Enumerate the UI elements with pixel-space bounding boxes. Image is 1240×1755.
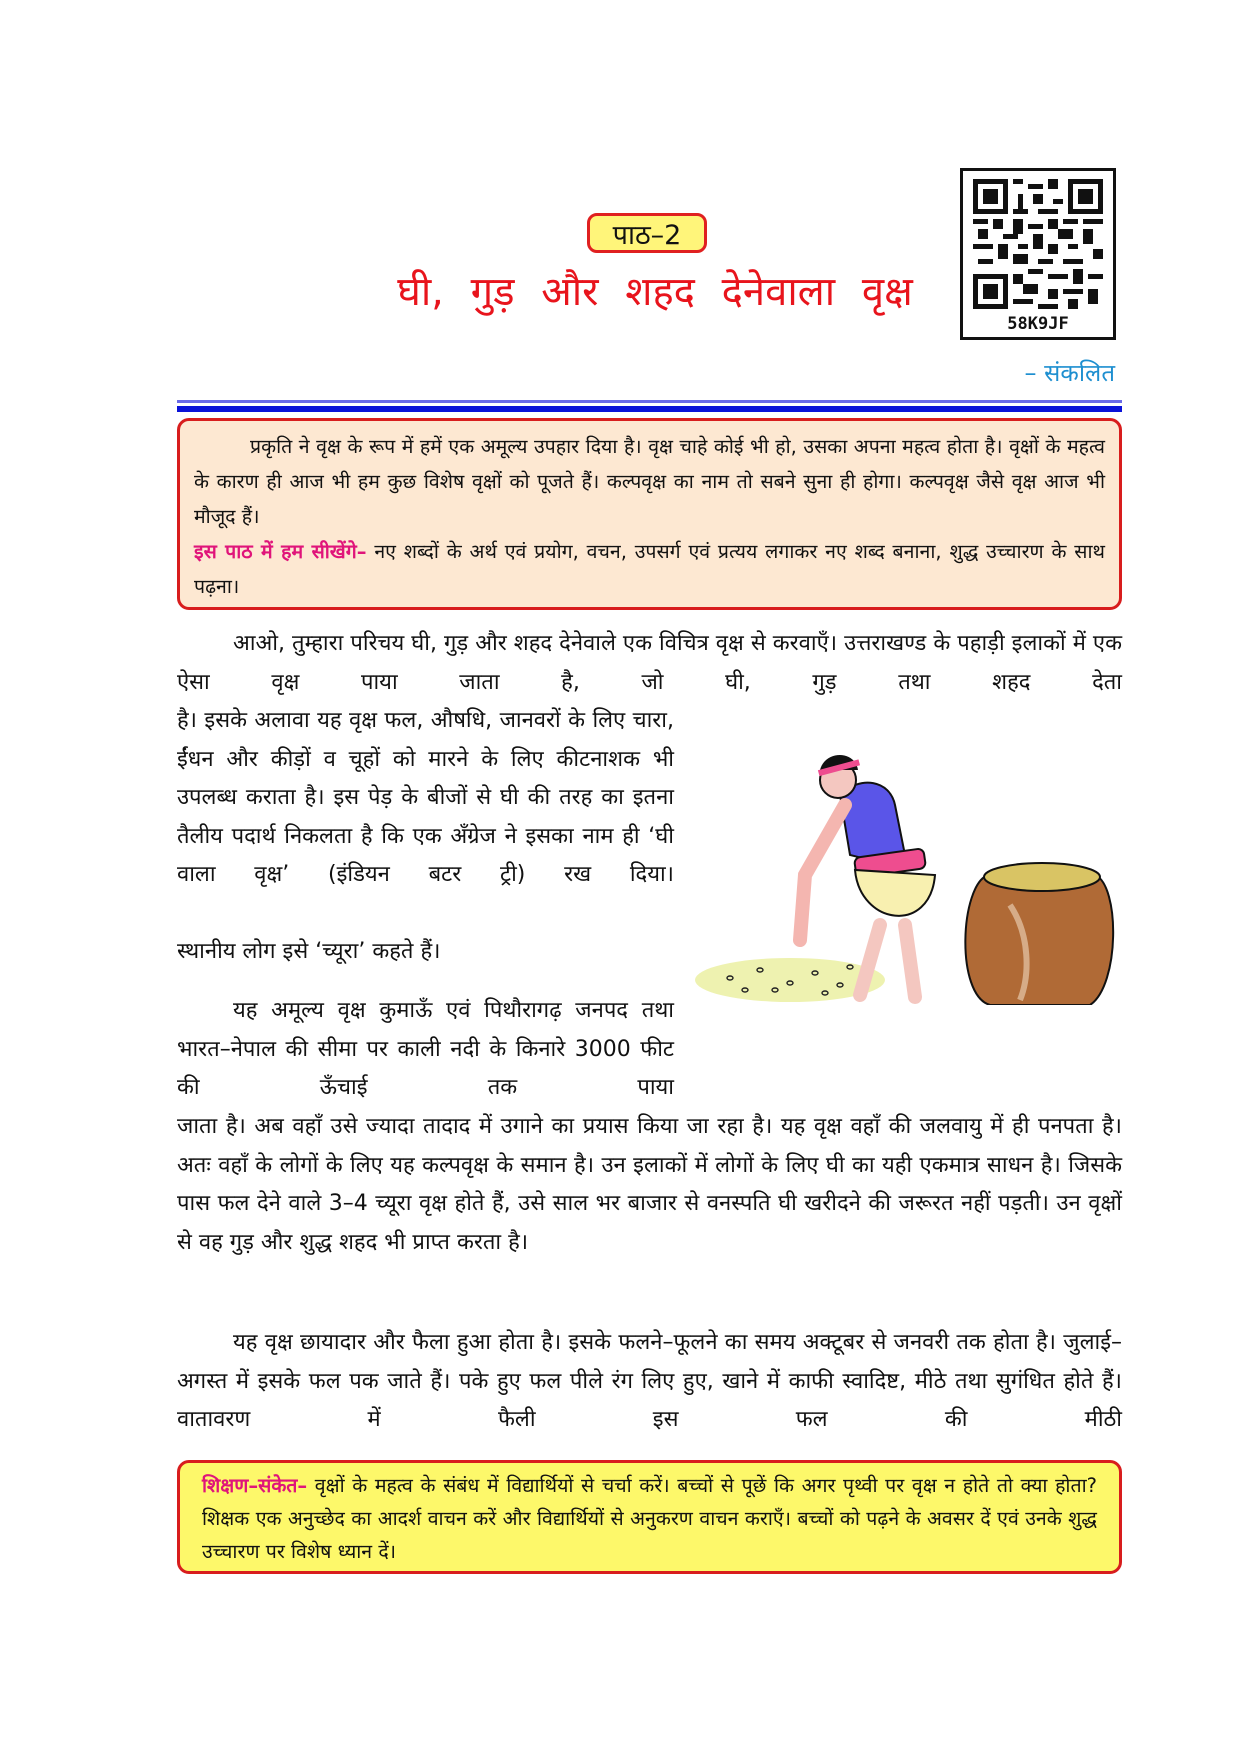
paragraph-1-top bbox=[177, 625, 1122, 702]
lesson-title: घी, गुड़ और शहद देनेवाला वृक्ष bbox=[397, 269, 913, 315]
paragraph-2-continued bbox=[177, 1108, 1122, 1262]
paragraph-1-last-line bbox=[177, 933, 674, 972]
intro-box bbox=[177, 418, 1122, 610]
paragraph-1-text: आओ, तुम्हारा परिचय घी, गुड़ और शहद देनेवाले एक विचित्र वृक्ष से करवाएँ। उत्तराखण्ड के पहाड़ी इलाकों में एक ऐसा वृक्ष पाया जाता है, जो घी, गुड़ तथा शहद देता bbox=[177, 631, 1122, 695]
paragraph-2-wrapped bbox=[177, 992, 674, 1108]
teaching-note-label: शिक्षण–संकेत– bbox=[202, 1474, 308, 1497]
qr-code-label: 58K9JF bbox=[1007, 314, 1069, 334]
intro-paragraph: प्रकृति ने वृक्ष के रूप में हमें एक अमूल्य उपहार दिया है। वृक्ष चाहे कोई भी हो, उसका अपना महत्व होता है। वृक्षों के महत्व के कारण ही आज भी हम कुछ विशेष वृक्षों को पूजते हैं। कल्पवृक्ष का नाम तो सबने सुना ही होगा। कल्पवृक्ष जैसे वृक्ष आज भी मौजूद हैं। bbox=[194, 435, 1105, 528]
paragraph-1-wrapped-text: है। इसके अलावा यह वृक्ष फल, औषधि, जानवरों के लिए चारा, ईंधन और कीड़ों व चूहों को मारने के लिए कीटनाशक भी उपलब्ध कराता है। इस पेड़ के बीजों से घी की तरह का इतना तैलीय पदार्थ निकलता है कि एक अँग्रेज ने इसका नाम ही ‘घी वाला वृक्ष’ (इंडियन बटर ट्री) रख दिया। bbox=[177, 708, 674, 887]
teaching-note-box bbox=[177, 1460, 1122, 1574]
header-divider-thin bbox=[177, 400, 1122, 403]
qr-code[interactable] bbox=[960, 168, 1116, 340]
lesson-number-badge bbox=[587, 213, 707, 253]
man-sowing-seeds-illustration bbox=[690, 735, 1122, 1005]
paragraph-3 bbox=[177, 1324, 1122, 1440]
learning-objectives-text: नए शब्दों के अर्थ एवं प्रयोग, वचन, उपसर्ग एवं प्रत्यय लगाकर नए शब्द बनाना, शुद्ध उच्चारण के साथ पढ़ना। bbox=[194, 540, 1105, 598]
header-divider-thick bbox=[177, 406, 1122, 412]
attribution: – संकलित bbox=[1024, 359, 1115, 387]
illustration bbox=[690, 735, 1122, 1005]
qr-code-icon bbox=[973, 179, 1103, 309]
teaching-note bbox=[202, 1469, 1097, 1568]
learning-objectives bbox=[194, 534, 1105, 604]
paragraph-3-text: यह वृक्ष छायादार और फैला हुआ होता है। इसके फलने–फूलने का समय अक्टूबर से जनवरी तक होता है। जुलाई–अगस्त में इसके फल पक जाते हैं। पके हुए फल पीले रंग लिए हुए, खाने में काफी स्वादिष्ट, मीठे तथा सुगंधित होते हैं। वातावरण में फैली इस फल की मीठी bbox=[177, 1330, 1122, 1432]
learning-objectives-label: इस पाठ में हम सीखेंगे– bbox=[194, 540, 367, 563]
paragraph-2-continued-text: जाता है। अब वहाँ उसे ज्यादा तादाद में उगाने का प्रयास किया जा रहा है। यह वृक्ष वहाँ की जलवायु में ही पनपता है। अतः वहाँ के लोगों के लिए यह कल्पवृक्ष के समान है। उन इलाकों में लोगों के लिए घी का यही एकमात्र साधन है। जिसके पास फल देने वाले 3–4 च्यूरा वृक्ष होते हैं, उसे साल भर बाजार से वनस्पति घी खरीदने की जरूरत नहीं पड़ती। उन वृक्षों से वह गुड़ और शुद्ध शहद भी प्राप्त करता है। bbox=[177, 1114, 1122, 1255]
paragraph-2-wrapped-text: यह अमूल्य वृक्ष कुमाऊँ एवं पिथौरागढ़ जनपद तथा भारत–नेपाल की सीमा पर काली नदी के किनारे 3000 फीट की ऊँचाई तक पाया bbox=[177, 998, 674, 1100]
paragraph-1-wrapped bbox=[177, 702, 674, 895]
teaching-note-text: वृक्षों के महत्व के संबंध में विद्यार्थियों से चर्चा करें। बच्चों से पूछें कि अगर पृथ्वी पर वृक्ष न होते तो क्या होता? शिक्षक एक अनुच्छेद का आदर्श वाचन करें और विद्यार्थियों से अनुकरण वाचन कराएँ। बच्चों को पढ़ने के अवसर दें एवं उनके शुद्ध उच्चारण पर विशेष ध्यान दें। bbox=[202, 1474, 1097, 1563]
lesson-number: पाठ–2 bbox=[612, 219, 682, 251]
paragraph-1-last-line-text: स्थानीय लोग इसे ‘च्यूरा’ कहते हैं। bbox=[177, 939, 441, 964]
